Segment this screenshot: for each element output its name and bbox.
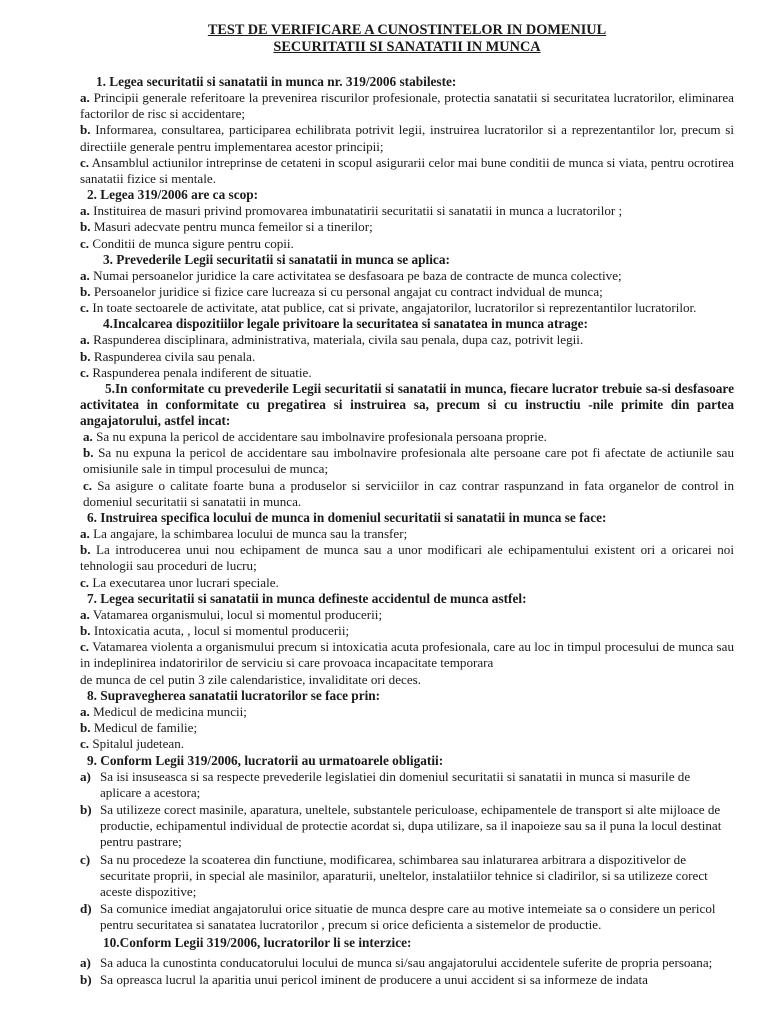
question-1	[80, 74, 734, 187]
option-b: b) Sa utilizeze corect masinile, aparatura, uneltele, substantele periculoase, echipamentele de transport si alte mijloace de productie, echipamentul individual de protectie acordat si, dupa utilizare, sa il inapoieze sau sa il puna la locul destinat pentru pastrare;	[80, 801, 722, 850]
question-text: 6. Instruirea specifica locului de munca in domeniul securitatii si sanatatii in munca se face:	[87, 510, 607, 526]
question-4	[80, 316, 734, 381]
option-b: b. Medicul de familie;	[80, 720, 198, 736]
option-a: a. Vatamarea organismului, locul si momentul producerii;	[80, 606, 383, 622]
option-b: b. Masuri adecvate pentru munca femeilor si a tinerilor;	[80, 219, 373, 235]
question-text: 4.Incalcarea dispozitiilor legale privitoare la securitatea si sanatatea in munca atrage:	[103, 316, 588, 332]
option-a: a. Medicul de medicina muncii;	[80, 703, 247, 719]
option-b: b. Persoanelor juridice si fizice care lucreaza si cu personal angajat cu contract indvidual de munca;	[80, 284, 603, 300]
option-a: a. Numai persoanelor juridice la care activitatea se desfasoara pe baza de contracte de munca colective;	[80, 267, 622, 283]
question-text: 2. Legea 319/2006 are ca scop:	[87, 187, 259, 203]
question-text: 10.Conform Legii 319/2006, lucratorilor li se interzice:	[103, 934, 412, 950]
question-9	[80, 753, 734, 934]
option-c: c. Conditii de munca sigure pentru copii.	[80, 235, 294, 251]
question-text: 9. Conform Legii 319/2006, lucratorii au urmatoarele obligatii:	[87, 752, 444, 768]
option-c-continued: de munca de cel putin 3 zile calendaristice, invaliditate ori deces.	[80, 671, 422, 687]
question-5	[80, 381, 734, 510]
option-c: c) Sa nu procedeze la scoaterea din functiune, modificarea, schimbarea sau inlaturarea arbitrara a dispozitivelor de securitate proprii, in special ale masinilor, aparaturii, uneltelor, instalatiilor tehnice si cladirilor, si sa utilizeze corect aceste dispozitive;	[80, 851, 708, 899]
option-b: b. Sa nu expuna la pericol de accidentare sau imbolnavire profesionala alte persoane care pot fi afectate de actiunile sau omisiunile sale in timpul procesului de munca;	[83, 445, 734, 477]
question-8	[80, 688, 734, 753]
option-b: b) Sa opreasca lucrul la aparitia unui pericol iminent de producere a unui accident si sa informeze de indata	[80, 971, 648, 987]
option-a: a) Sa aduca la cunostinta conducatorului locului de munca si/sau angajatorului accidentele suferite de propria persoana;	[80, 954, 713, 970]
option-c: c. Sa asigure o calitate foarte buna a produselor si serviciilor in caz contrar raspunzand in fata organelor de control in domeniul securitatii si sanatatii in munca.	[83, 477, 734, 509]
option-c: c. La executarea unor lucrari speciale.	[80, 574, 279, 590]
option-c: c. Raspunderea penala indiferent de situatie.	[80, 364, 312, 380]
document-title	[80, 22, 734, 55]
option-b: b. Raspunderea civila sau penala.	[80, 348, 256, 364]
question-10	[80, 935, 734, 988]
question-2	[80, 187, 734, 252]
option-a: a. Principii generale referitoare la prevenirea riscurilor profesionale, protectia sanatatii si securitatea lucratorilor, eliminarea factorilor de risc si accidentare;	[80, 90, 734, 122]
option-b: b. La introducerea unui nou echipament de munca sau a unor modificari ale echipamentului existent ori a oricarei noi tehnologii sau proceduri de lucru;	[80, 542, 734, 574]
question-6	[80, 510, 734, 591]
option-c: c. Ansamblul actiunilor intreprinse de cetateni in scopul asigurarii celor mai bune conditii de munca si viata, pentru ocrotirea sanatatii fizice si mentale.	[80, 154, 734, 187]
question-text: 3. Prevederile Legii securitatii si sanatatii in munca se aplica:	[103, 251, 450, 267]
question-text: 7. Legea securitatii si sanatatii in munca defineste accidentul de munca astfel:	[87, 590, 527, 606]
question-3	[80, 252, 734, 317]
title-line-2: SECURITATII SI SANATATII IN MUNCA	[273, 38, 541, 55]
question-7	[80, 591, 734, 688]
option-b: b. Intoxicatia acuta, , locul si momentul producerii;	[80, 623, 350, 639]
option-a: a. Raspunderea disciplinara, administrativa, materiala, civila sau penala, dupa caz, potrivit legii.	[80, 332, 584, 348]
option-d: d) Sa comunice imediat angajatorului orice situatie de munca despre care au motive intemeiate sa o considere un pericol pentru securitatea si sanatatea lucratorilor , precum si orice deficienta a sistemelor de productie.	[80, 901, 716, 933]
question-text: 1. Legea securitatii si sanatatii in munca nr. 319/2006 stabileste:	[96, 74, 457, 89]
question-text: 8. Supravegherea sanatatii lucratorilor se face prin:	[87, 687, 381, 703]
option-c: c. Spitalul judetean.	[80, 736, 185, 752]
option-c: c. Vatamarea violenta a organismului precum si intoxicatia acuta profesionala, care au loc in timpul procesului de munca sau in indeplinirea indatoririlor de serviciu si care provoaca incapacitate temporara	[80, 639, 734, 671]
title-line-1: TEST DE VERIFICARE A CUNOSTINTELOR IN DOMENIUL	[207, 22, 607, 38]
option-a: a. La angajare, la schimbarea locului de munca sau la transfer;	[80, 526, 408, 542]
option-c: c. In toate sectoarele de activitate, atat publice, cat si private, angajatorilor, lucratorilor si reprezentantilor lucratorilor.	[80, 300, 697, 316]
option-a: a. Sa nu expuna la pericol de accidentare sau imbolnavire profesionala persoana proprie.	[83, 429, 547, 445]
option-a: a. Instituirea de masuri privind promovarea imbunatatirii securitatii si sanatatii in munca a lucratorilor ;	[80, 203, 623, 219]
document	[80, 22, 734, 989]
question-text: 5.In conformitate cu prevederile Legii securitatii si sanatatii in munca, fiecare lucrator trebuie sa-si desfasoare activitatea in conformitate cu pregatirea si instruirea sa, precum si cu instructiu -nile primite din partea angajatorului, astfel incat:	[80, 381, 734, 429]
option-a: a) Sa isi insuseasca si sa respecte prevederile legislatiei din domeniul securitatii si sanatatii in munca si masurile de aplicare a acestora;	[80, 768, 691, 800]
option-b: b. Informarea, consultarea, participarea echilibrata potrivit legii, instruirea lucratorilor si a reprezentantilor lor, precum si directiile generale pentru implementarea acestor principii;	[80, 122, 734, 154]
